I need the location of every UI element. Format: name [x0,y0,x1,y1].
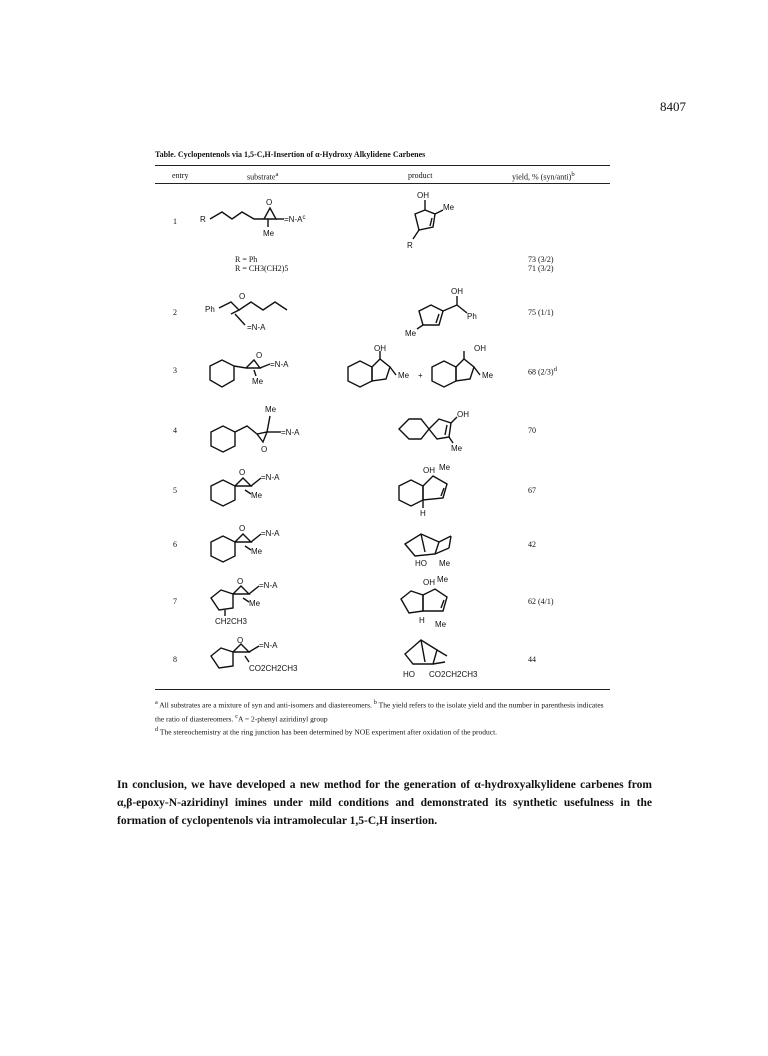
entry1-substrate-structure [200,195,320,240]
svg-text:=N-A: =N-A [247,323,266,332]
header-yield: yield, % (syn/anti)$^b$ [512,171,575,182]
svg-text:CO2CH2CH3: CO2CH2CH3 [429,670,478,679]
svg-text:Ph: Ph [467,312,477,321]
svg-text:HO: HO [403,670,415,679]
svg-text:Me: Me [265,405,277,414]
svg-text:Me: Me [451,444,463,453]
footnote-d: $^d$ The stereochemistry at the ring junction has been determined by NOE experiment after oxidation of the product. [155,726,498,737]
entry6-substrate-structure [205,524,305,569]
svg-text:=N-Ac: $=N-A^c$ [284,215,306,224]
svg-text:OH: OH [423,578,435,587]
svg-text:O: O [266,198,273,207]
svg-text:Me: Me [252,377,264,386]
page-number: 8407 [660,99,686,114]
entry5-product-structure [393,464,473,519]
svg-text:Me: Me [443,203,455,212]
svg-text:=N-A: =N-A [270,360,289,369]
entry-number: 7 [173,597,177,606]
entry2-product-structure [405,285,495,340]
yield-value: 70 [528,426,536,435]
entry7-substrate-structure [205,578,315,628]
svg-text:OH: OH [451,287,463,296]
svg-text:=N-A: =N-A [259,581,278,590]
table-header-rule [155,183,610,184]
svg-text:OH: OH [423,466,435,475]
entry-number: 5 [173,486,177,495]
svg-text:H: H [419,616,425,625]
entry-number: 1 [173,217,177,226]
svg-text:Me: Me [251,547,263,556]
entry7-product-structure [395,575,475,630]
footnote-a-b: $^a$ All substrates are a mixture of syn and anti-isomers and diastereomers. $^b$ The yield refers to the isolate yield and the number in parenthesis indicates the ratio of diastereomers. $^c$A = 2-phenyl aziridinyl group [155,699,604,723]
svg-text:O: O [237,577,244,586]
table-top-rule [155,165,610,166]
table-title: Table. Cyclopentenols via 1,5-C,H-Insertion of α-Hydroxy Alkylidene Carbenes [155,150,426,159]
header-product: product [408,171,433,180]
svg-text:=N-A: =N-A [261,473,280,482]
entry-number: 3 [173,366,177,375]
svg-text:Me: Me [249,599,261,608]
entry8-product-structure [395,632,495,682]
svg-text:Me: Me [263,229,275,238]
svg-text:O: O [239,524,246,533]
svg-text:Me: Me [435,620,447,629]
svg-text:OH: OH [474,344,486,353]
svg-text:O: O [237,636,244,645]
entry-number: 6 [173,540,177,549]
svg-text:+: + [418,371,423,380]
svg-text:H: H [420,509,426,518]
svg-text:R: R [200,215,206,224]
entry6-product-structure [395,522,475,572]
svg-text:R: R [407,241,413,250]
svg-text:Me: Me [251,491,263,500]
svg-text:Me: Me [437,575,449,584]
entry5-substrate-structure [205,468,305,513]
yield-value: 42 [528,540,536,549]
yield-value: 68 $(2/3)^d$ [528,366,557,377]
entry-number: 4 [173,426,177,435]
svg-text:CH2CH3: CH2CH3 [215,617,248,626]
yield-value: 75 (1/1) [528,308,554,317]
yield-value: 67 [528,486,536,495]
table-footnotes [155,697,613,738]
svg-text:HO: HO [415,559,427,568]
svg-text:Ph: Ph [205,305,215,314]
yield-value: 73 (3/2) [528,255,554,264]
yield-value: 44 [528,655,536,664]
entry-number: 8 [173,655,177,664]
svg-text:O: O [239,292,246,301]
entry4-substrate-structure [205,402,325,457]
svg-text:CO2CH2CH3: CO2CH2CH3 [249,664,298,673]
svg-text:Me: Me [405,329,417,338]
entry2-substrate-structure [205,290,315,335]
yield-value: 71 (3/2) [528,264,554,273]
svg-text:Me: Me [439,463,451,472]
svg-text:OH: OH [417,191,429,200]
r-label-ph: R = Ph [235,255,258,264]
conclusion-paragraph: In conclusion, we have developed a new method for the generation of α-hydroxyalkylidene carbenes from α,β-epoxy-N-aziridinyl imines under mild conditions and demonstrated its synthetic usefulness in the formation of cyclopentenols via intramolecular 1,5-C,H insertion. [117,779,652,827]
entry3-product-structure [340,345,515,395]
svg-text:OH: OH [374,344,386,353]
entry1-product-structure [395,190,465,255]
entry4-product-structure [395,405,480,455]
entry8-substrate-structure [205,638,325,678]
svg-text:O: O [261,445,268,454]
svg-text:OH: OH [457,410,469,419]
svg-text:Me: Me [482,371,494,380]
svg-text:=N-A: =N-A [261,529,280,538]
header-entry: entry [172,171,189,180]
svg-text:Me: Me [398,371,410,380]
header-substrate: substrate$^a$ [247,171,279,182]
svg-text:O: O [256,351,263,360]
svg-text:O: O [239,468,246,477]
table-bottom-rule [155,689,610,690]
entry3-substrate-structure [198,350,308,395]
svg-text:Me: Me [439,559,451,568]
svg-text:=N-A: =N-A [259,641,278,650]
yield-value: 62 (4/1) [528,597,554,606]
r-label-hexyl: R = CH3(CH2)5 [235,264,289,273]
svg-text:=N-A: =N-A [281,428,300,437]
entry-number: 2 [173,308,177,317]
